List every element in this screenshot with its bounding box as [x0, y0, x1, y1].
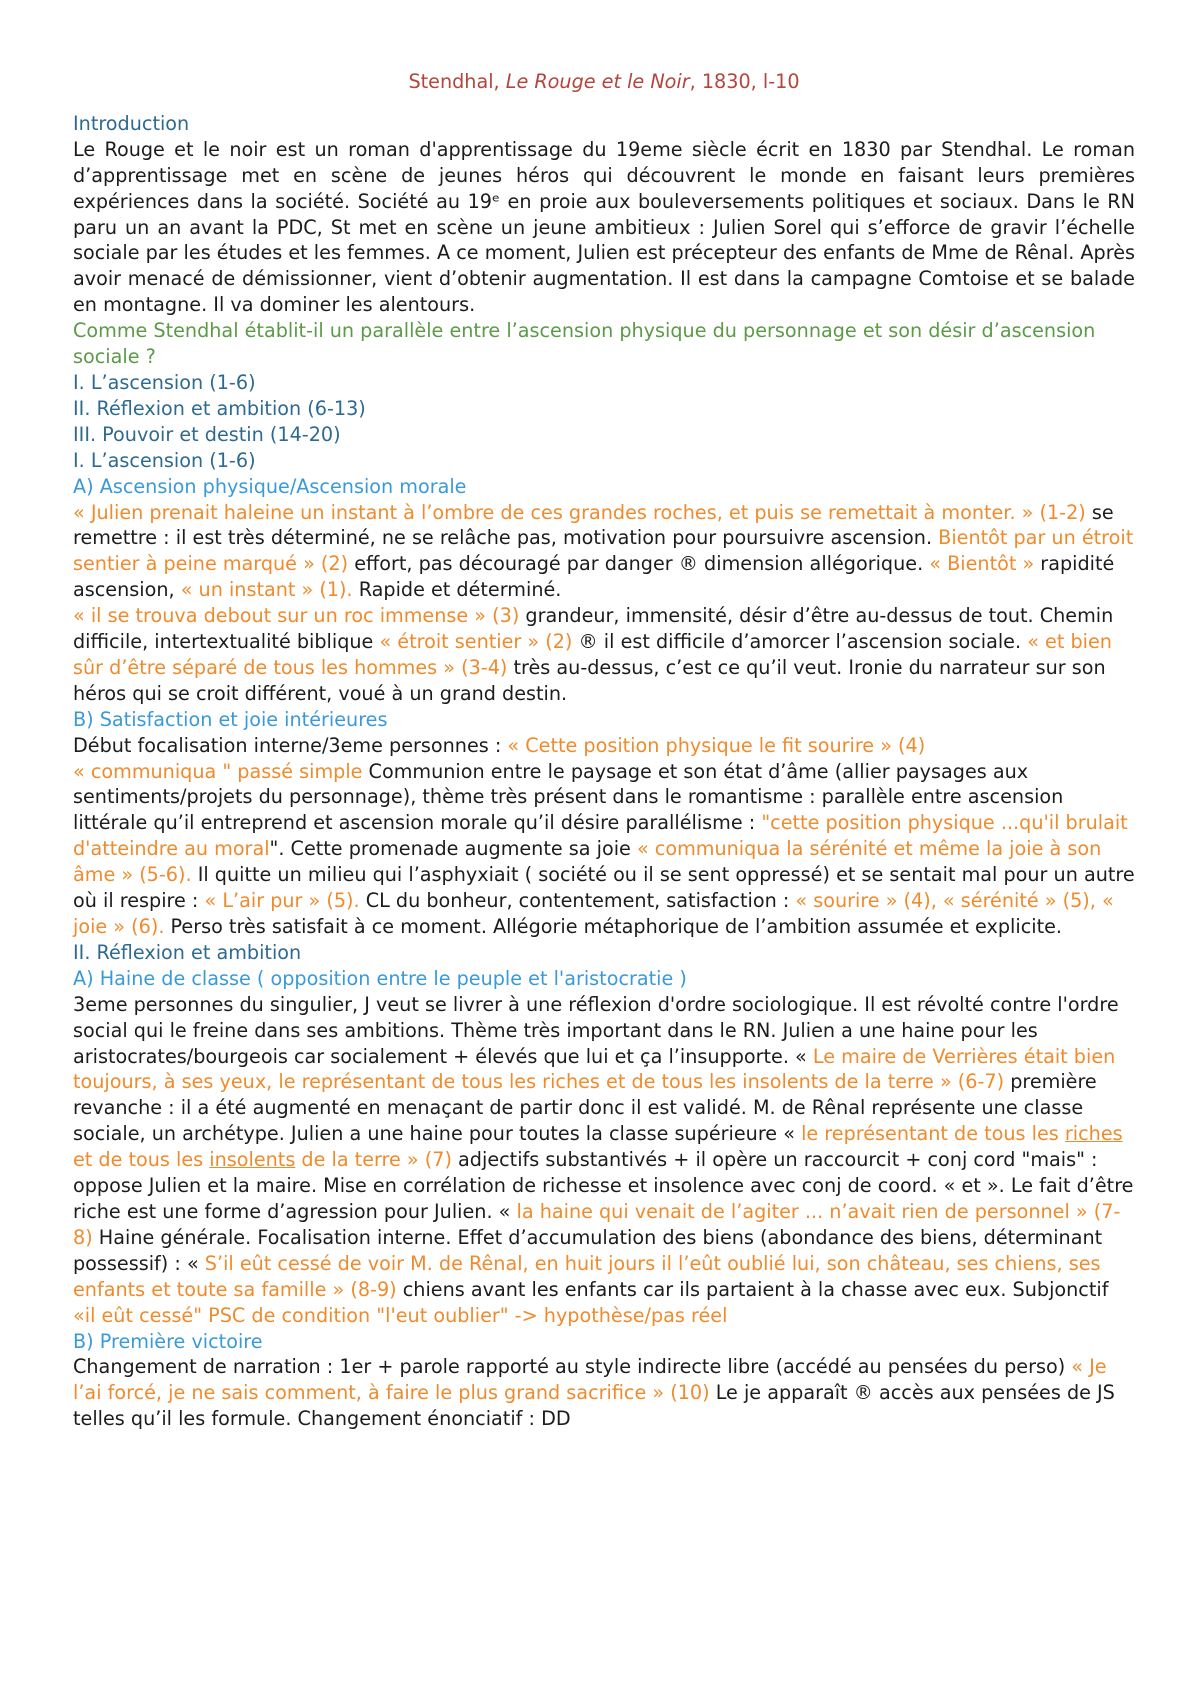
text: rapidité ascension, [73, 552, 1115, 602]
quote: S’il eût cessé de voir M. de Rênal, en huit jours il l’eût oublié lui, son château, ses chiens, ses enfants et toute sa famille » (8-9) [73, 1251, 1101, 1301]
quote: Bientôt par un étroit sentier à peine marqué » (2) [73, 526, 1134, 576]
quote: le représentant de tous les [801, 1122, 1065, 1146]
part2b-paragraph [73, 1354, 1135, 1432]
quote: et de tous les [73, 1148, 210, 1172]
quote: « Cette position physique le fit sourire » (4) [507, 733, 926, 757]
quote: Le maire de Verrières était bien toujours, à ses yeux, le représentant de tous les riches et de tous les insolents de la terre » (6-7) [73, 1044, 1116, 1094]
text: Communion entre le paysage et son état d’âme (allier paysages aux sentiments/projets du personnage), thème très présent dans le romantisme : parallèle entre ascension littérale qu’il entreprend et ascension morale qu’il désire parallélisme : [73, 759, 1064, 835]
intro-text: Le Rouge et le noir est un roman d'apprentissage du 19eme siècle écrit en 1830 par Stendhal. Le roman d’apprentissage met en scène de jeunes héros qui découvrent le monde en faisant leurs premières expériences dans la société. Société au 19ᵉ en proie aux bouleversements politiques et sociaux. Dans le RN paru un an avant la PDC, St met en scène un jeune ambitieux : Julien Sorel qui s’efforce de gravir l’échelle sociale par les études et les femmes. A ce moment, Julien est précepteur des enfants de Mme de Rênal. Après avoir menacé de démissionner, vient d’obtenir augmentation. Il est dans la campagne Comtoise et se balade en montagne. Il va dominer les alentours. [73, 137, 1135, 317]
part2-subheading-a: A) Haine de classe ( opposition entre le peuple et l'aristocratie ) [73, 966, 687, 990]
quote-underlined: insolents [209, 1148, 296, 1172]
part1-subheading-b: B) Satisfaction et joie intérieures [73, 707, 388, 731]
quote: « Bientôt » [929, 552, 1035, 576]
part2-subheading-b: B) Première victoire [73, 1329, 263, 1353]
text: adjectifs substantivés + il opère un raccourcit + conj cord "mais" : oppose Julien et la maire. Mise en corrélation de richesse et insolence avec conj de coord. « et ». Le fait d’être riche est une forme d’agression pour Julien. « [73, 1148, 1134, 1223]
quote: «il eût cessé" PSC de condition "l'eut oublier" -> hypothèse/pas réel [73, 1303, 728, 1327]
quote: "cette position physique ...qu'il brulait d'atteindre au moral [73, 811, 1128, 861]
text: grandeur, immensité, désir d’être au-dessus de tout. Chemin difficile, intertextualité biblique [73, 604, 1114, 654]
text: Changement de narration : 1er + parole rapporté au style indirecte libre (accédé au pensées du perso) [73, 1355, 1072, 1379]
problematique: Comme Stendhal établit-il un parallèle entre l’ascension physique du personnage et son désir d’ascension sociale ? [73, 319, 1096, 369]
quote: « sourire » (4), « sérénité » (5), [795, 889, 1096, 913]
text: très au-dessus, c’est ce qu’il veut. Ironie du narrateur sur son héros qui se croit différent, voué à un grand destin. [73, 655, 1106, 705]
title-author: Stendhal, [408, 70, 506, 93]
title-work: Le Rouge et le Noir [505, 70, 690, 93]
quote: « et bien sûr d’être séparé de tous les hommes » (3-4) [73, 630, 1112, 679]
quote: « L’air pur » (5). [204, 889, 360, 913]
text: Perso très satisfait à ce moment. Allégorie métaphorique de l’ambition assumée et explicite. [164, 915, 1063, 938]
plan-item-2: II. Réflexion et ambition (6-13) [73, 396, 366, 420]
text: chiens avant les enfants car ils partaient à la chasse avec eux. Subjonctif [396, 1277, 1109, 1301]
intro-heading: Introduction [73, 111, 190, 135]
quote: « communiqua " passé simple [73, 759, 363, 783]
text: se remettre : il est très déterminé, ne se relâche pas, motivation pour poursuivre ascension. [73, 500, 1114, 550]
quote: « joie » (6). [73, 889, 1114, 938]
title-rest: , 1830, l-10 [689, 70, 800, 93]
quote: « Julien prenait haleine un instant à l’ombre de ces grandes roches, et puis se remettait à monter. » (1-2) [73, 500, 1086, 524]
text: CL du bonheur, contentement, satisfaction : [359, 889, 796, 913]
text: Début focalisation interne/3eme personnes : [73, 733, 508, 757]
quote: « il se trouva debout sur un roc immense » (3) [73, 604, 520, 628]
text: ". Cette promenade augmente sa joie [269, 837, 637, 861]
text: ® il est difficile d’amorcer l’ascension sociale. [572, 630, 1028, 654]
text: Haine générale. Focalisation interne. Effet d’accumulation des biens (abondance des biens, déterminant possessif) : « [73, 1225, 1103, 1275]
part1-subheading-a: A) Ascension physique/Ascension morale [73, 474, 467, 498]
part1a-paragraph-1 [73, 500, 1135, 604]
text: Rapide et déterminé. [352, 578, 562, 602]
text: 3eme personnes du singulier, J veut se livrer à une réflexion d'ordre sociologique. Il est révolté contre l'ordre social qui le freine dans ses ambitions. Thème très important dans le RN. Julien a une haine pour les aristocrates/bourgeois car socialement + élevés que lui et ça l’insupporte. « [73, 992, 1119, 1068]
text: effort, pas découragé par danger ® dimension allégorique. [348, 552, 930, 576]
plan-item-1: I. L’ascension (1-6) [73, 370, 256, 394]
quote: « étroit sentier » (2) [379, 630, 573, 654]
text: Le je apparaît ® accès aux pensées de JS telles qu’il les formule. Changement énonciatif : DD [73, 1381, 1115, 1431]
part1-heading: I. L’ascension (1-6) [73, 448, 256, 472]
document-title [73, 69, 1135, 95]
quote: « communiqua la sérénité et même la joie à son âme » (5-6). [73, 837, 1102, 887]
text: première revanche : il a été augmenté en menaçant de partir donc il est validé. M. de Rênal représente une classe sociale, un archétype. Julien a une haine pour toutes la classe supérieure « [73, 1070, 1097, 1146]
quote-underlined: riches [1064, 1122, 1123, 1146]
part2a-paragraph [73, 992, 1135, 1329]
part1a-paragraph-2 [73, 603, 1135, 707]
quote: « un instant » (1). [180, 578, 353, 602]
part1b-paragraph [73, 733, 1135, 940]
quote: la haine qui venait de l’agiter ... n’avait rien de personnel » (7-8) [73, 1199, 1121, 1249]
part2-heading: II. Réflexion et ambition [73, 940, 302, 964]
quote: « Je l’ai forcé, je ne sais comment, à faire le plus grand sacrifice » (10) [73, 1355, 1107, 1405]
plan-item-3: III. Pouvoir et destin (14-20) [73, 422, 341, 446]
quote: de la terre » (7) [295, 1148, 452, 1172]
text: Il quitte un milieu qui l’asphyxiait ( société ou il se sent oppressé) et se sentait mal pour un autre où il respire : [73, 863, 1135, 913]
